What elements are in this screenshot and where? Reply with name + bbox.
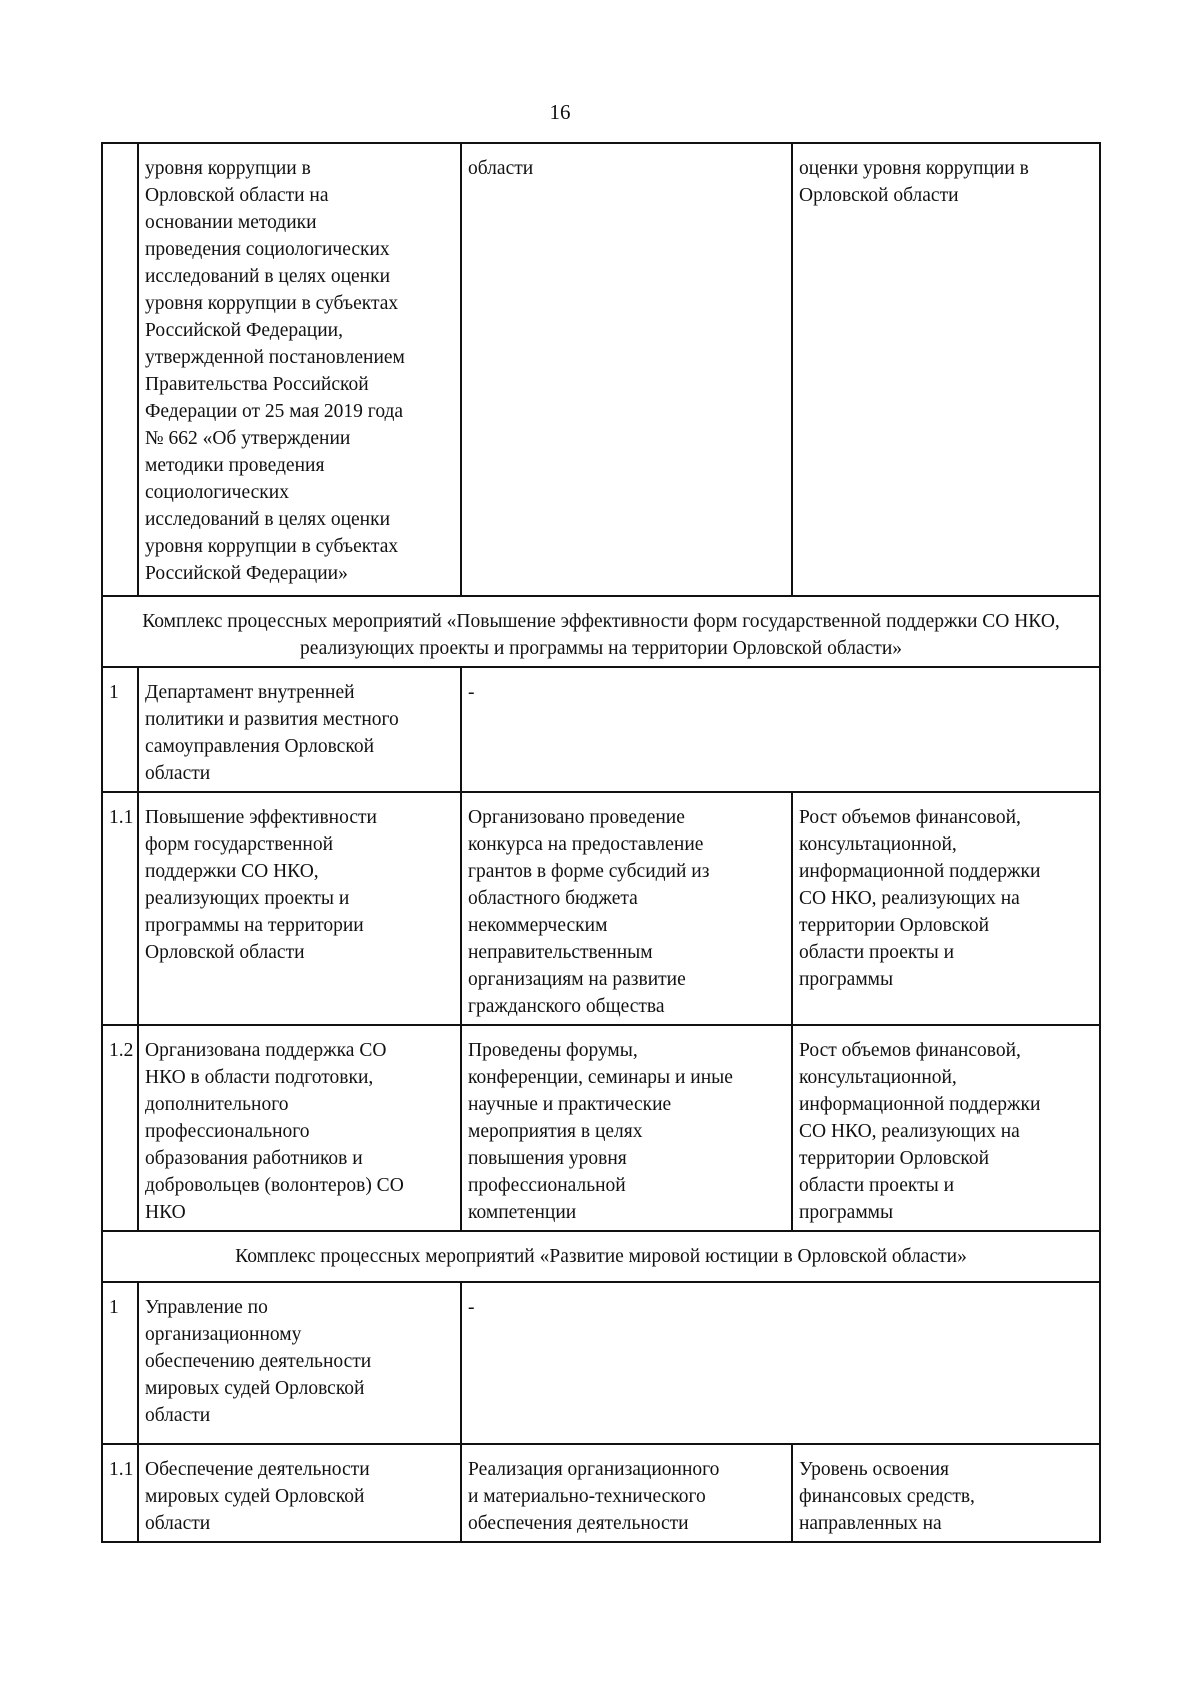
effect-cell: Рост объемов финансовой, консультационной, информационной поддержки СО НКО, реализующих на территории Орловской области проекты и программы	[792, 1025, 1100, 1231]
expected-result-cell: Организовано проведение конкурса на предоставление грантов в форме субсидий из областного бюджета некоммерческим неправительственным организациям на развитие гражданского общества	[461, 792, 792, 1025]
effect-cell: Уровень освоения финансовых средств, направленных на	[792, 1444, 1100, 1542]
responsible-body-cell: Управление по организационному обеспечению деятельности мировых судей Орловской области	[138, 1282, 461, 1444]
table-row	[102, 792, 1100, 1025]
row-number-cell: 1.1	[102, 1444, 138, 1542]
task-name-cell: Повышение эффективности форм государственной поддержки СО НКО, реализующих проекты и программы на территории Орловской области	[138, 792, 461, 1025]
table-row	[102, 143, 1100, 596]
task-name-cell: Обеспечение деятельности мировых судей Орловской области	[138, 1444, 461, 1542]
task-name-cell: уровня коррупции в Орловской области на основании методики проведения социологических исследований в целях оценки уровня коррупции в субъектах Российской Федерации, утвержденной постановлением Правительства Российской Федерации от 25 мая 2019 года № 662 «Об утверждении методики проведения социологических исследований в целях оценки уровня коррупции в субъектах Российской Федерации»	[138, 143, 461, 596]
table-row	[102, 1025, 1100, 1231]
row-number-cell: 1	[102, 667, 138, 792]
effect-cell: Рост объемов финансовой, консультационной, информационной поддержки СО НКО, реализующих на территории Орловской области проекты и программы	[792, 792, 1100, 1025]
task-name-cell: Организована поддержка СО НКО в области подготовки, дополнительного профессионального образования работников и добровольцев (волонтеров) СО НКО	[138, 1025, 461, 1231]
row-number-cell: 1.1	[102, 792, 138, 1025]
table-row	[102, 667, 1100, 792]
row-number-cell: 1	[102, 1282, 138, 1444]
measures-table	[101, 142, 1101, 1543]
dash-cell: -	[461, 667, 1100, 792]
complex-header: Комплекс процессных мероприятий «Развитие мировой юстиции в Орловской области»	[102, 1231, 1100, 1282]
dash-cell: -	[461, 1282, 1100, 1444]
page-number: 16	[549, 100, 571, 124]
row-number-cell	[102, 143, 138, 596]
effect-cell: оценки уровня коррупции в Орловской области	[792, 143, 1100, 596]
table-row	[102, 1282, 1100, 1444]
complex-header: Комплекс процессных мероприятий «Повышение эффективности форм государственной поддержки СО НКО, реализующих проекты и программы на территории Орловской области»	[102, 596, 1100, 667]
expected-result-cell: области	[461, 143, 792, 596]
row-number-cell: 1.2	[102, 1025, 138, 1231]
table-row	[102, 1444, 1100, 1542]
expected-result-cell: Проведены форумы, конференции, семинары и иные научные и практические мероприятия в целях повышения уровня профессиональной компетенции	[461, 1025, 792, 1231]
section-header-row	[102, 1231, 1100, 1282]
expected-result-cell: Реализация организационного и материально-технического обеспечения деятельности	[461, 1444, 792, 1542]
section-header-row	[102, 596, 1100, 667]
responsible-body-cell: Департамент внутренней политики и развития местного самоуправления Орловской области	[138, 667, 461, 792]
